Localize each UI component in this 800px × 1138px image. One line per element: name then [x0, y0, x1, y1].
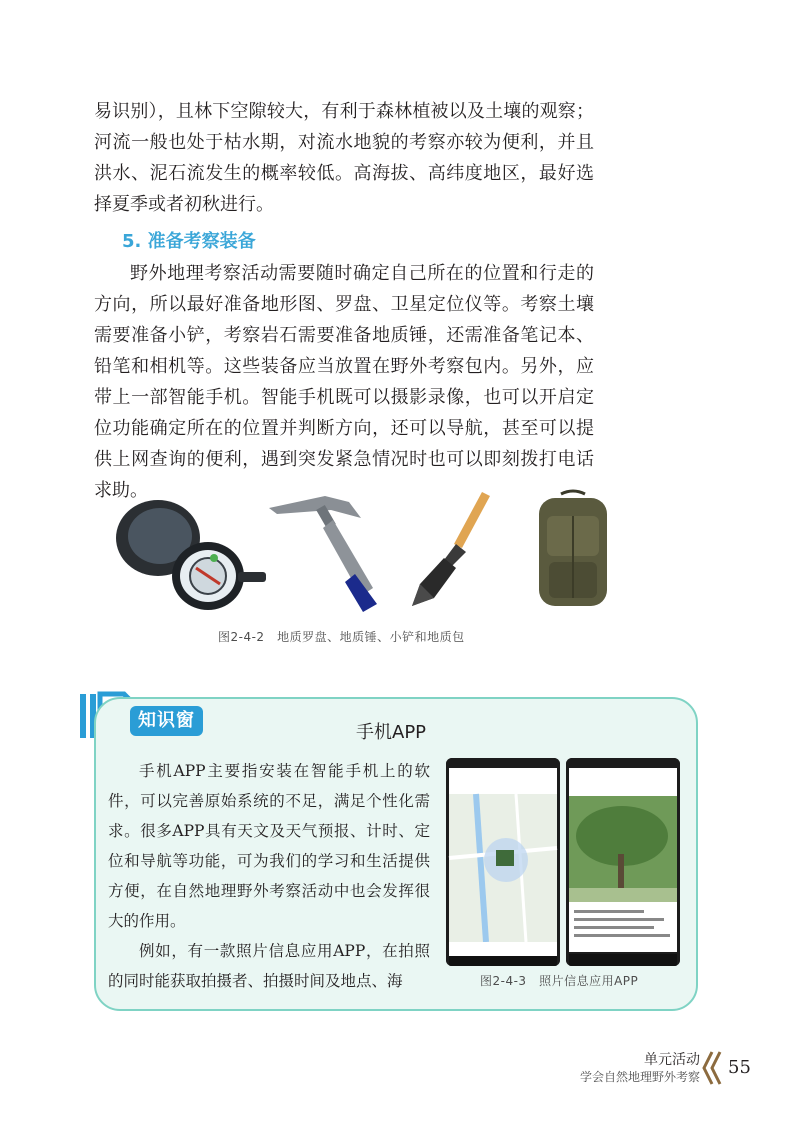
phone-photo-info-screenshot — [566, 758, 680, 966]
page-number: 55 — [728, 1057, 751, 1078]
footer-unit-subtitle: 学会自然地理野外考察 — [579, 1070, 700, 1084]
paragraph-seasons: 易识别），且林下空隙较大，有利于森林植被以及土壤的观察；河流一般也处于枯水期，对流水地貌的考察亦较为便利，并且洪水、泥石流发生的概率较低。高海拔、高纬度地区，最好选择夏季或者初秋进行。 — [94, 101, 594, 215]
section-heading: 5. 准备考察装备 — [122, 231, 256, 252]
geological-hammer-image — [265, 488, 395, 613]
backpack-image — [525, 488, 620, 613]
app-figure-caption: 图2-4-3 照片信息应用APP — [480, 974, 639, 988]
phone-map-screenshot — [446, 758, 560, 966]
knowledge-window-para2: 例如，有一款照片信息应用APP，在拍照的同时能获取拍摄者、拍摄时间及地点、海 — [108, 942, 430, 990]
knowledge-window-tag: 知识窗 — [130, 706, 203, 736]
knowledge-window-title: 手机APP — [356, 722, 427, 743]
compass-image — [108, 488, 268, 613]
shovel-image — [400, 488, 505, 613]
paragraph-equipment: 野外地理考察活动需要随时确定自己所在的位置和行走的方向，所以最好准备地形图、罗盘、卫星定位仪等。考察土壤需要准备小铲，考察岩石需要准备地质锤，还需准备笔记本、铅笔和相机等。这些装备应当放置在野外考察包内。另外，应带上一部智能手机。智能手机既可以摄影录像，也可以开启定位功能确定所在的位置并判断方向，还可以导航，甚至可以提供上网查询的便利，遇到突发紧急情况时也可以即刻拨打电话求助。 — [94, 263, 594, 501]
figure-caption: 图2-4-2 地质罗盘、地质锤、小铲和地质包 — [218, 630, 465, 644]
footer-chevron-icon — [702, 1050, 722, 1086]
knowledge-window-para1: 手机APP主要指安装在智能手机上的软件，可以完善原始系统的不足，满足个性化需求。很多APP具有天文及天气预报、计时、定位和导航等功能，可为我们的学习和生活提供方便，在自然地理野外考察活动中也会发挥很大的作用。 — [108, 762, 430, 930]
footer-unit-title: 单元活动 — [644, 1052, 700, 1068]
knowledge-window-text — [108, 756, 430, 996]
equipment-figure — [100, 488, 620, 618]
